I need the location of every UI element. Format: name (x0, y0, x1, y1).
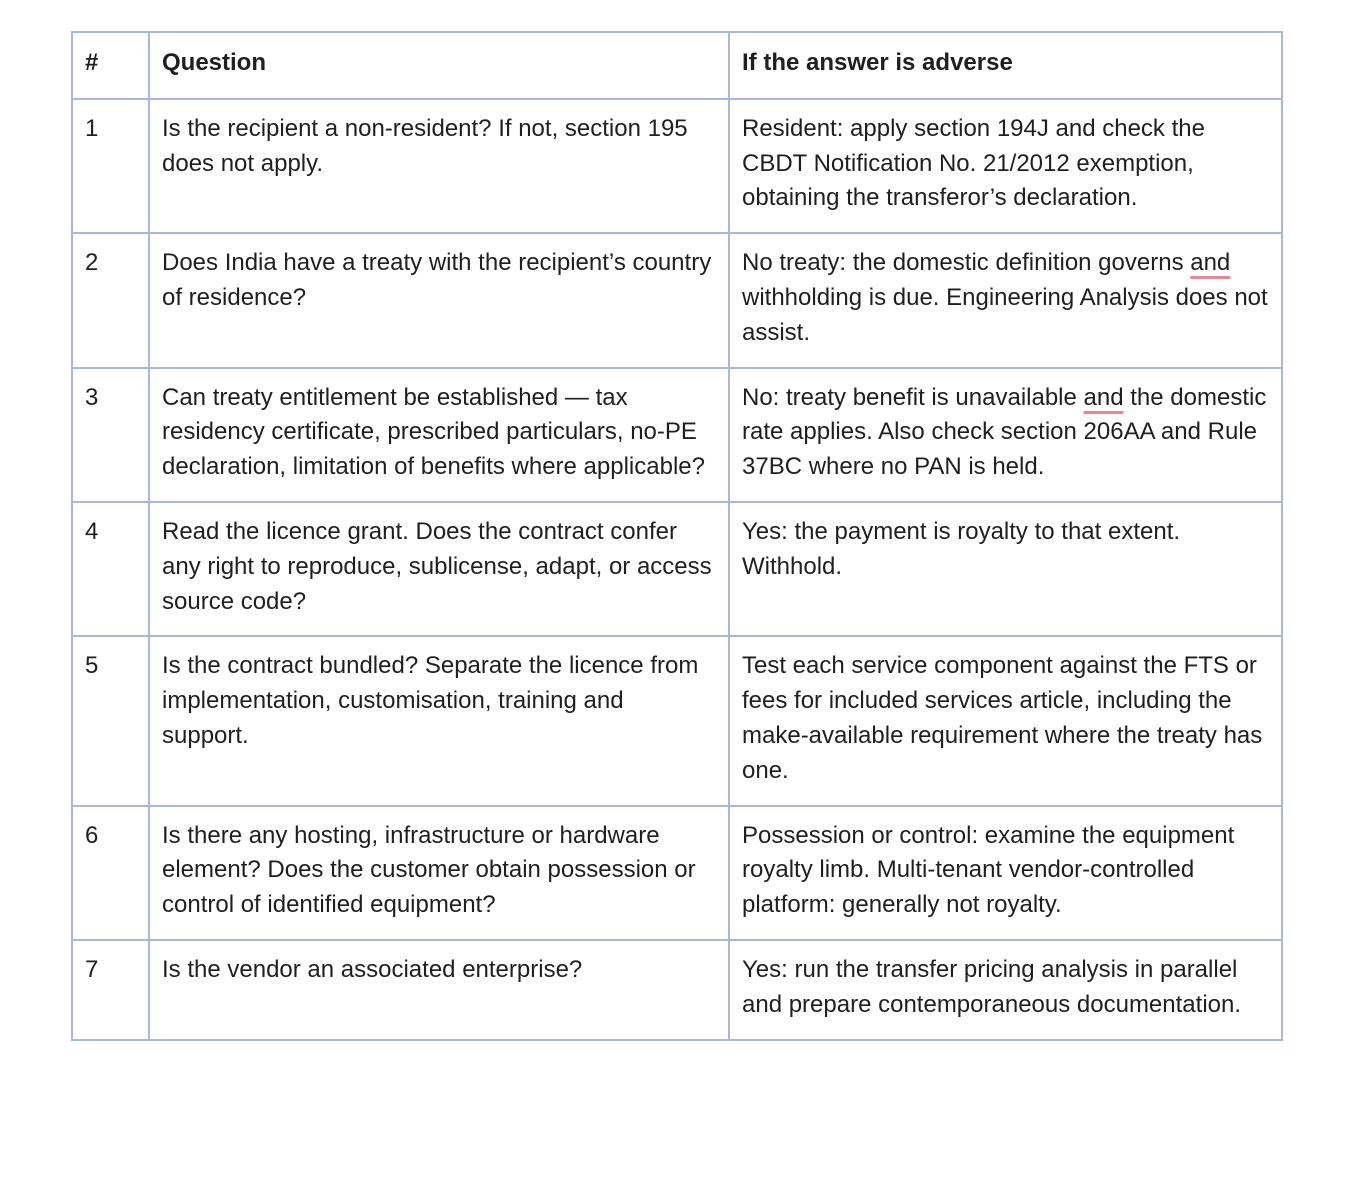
adverse-cell[interactable] (729, 233, 1282, 367)
adverse-cell[interactable]: Resident: apply section 194J and check the CBDT Notification No. 21/2012 exemption, obtaining the transferor’s declaration. (729, 99, 1282, 233)
adverse-cell[interactable] (729, 368, 1282, 502)
spellcheck-flagged-word[interactable]: and (1083, 383, 1124, 411)
header-question: Question (149, 32, 729, 99)
header-number: # (72, 32, 149, 99)
table-header-row (72, 32, 1282, 99)
table-row (72, 233, 1282, 367)
row-number: 3 (72, 368, 149, 502)
question-cell[interactable]: Does India have a treaty with the recipient’s country of residence? (149, 233, 729, 367)
adverse-cell[interactable]: Yes: run the transfer pricing analysis in parallel and prepare contemporaneous documentation. (729, 940, 1282, 1040)
table-row (72, 99, 1282, 233)
question-cell[interactable]: Is the contract bundled? Separate the licence from implementation, customisation, training and support. (149, 636, 729, 805)
question-cell[interactable]: Is the recipient a non-resident? If not, section 195 does not apply. (149, 99, 729, 233)
spellcheck-flagged-word[interactable]: and (1190, 249, 1231, 277)
table-row (72, 502, 1282, 636)
row-number: 1 (72, 99, 149, 233)
question-cell[interactable]: Read the licence grant. Does the contract confer any right to reproduce, sublicense, adapt, or access source code? (149, 502, 729, 636)
question-cell[interactable]: Is there any hosting, infrastructure or hardware element? Does the customer obtain possession or control of identified equipment? (149, 806, 729, 940)
adverse-cell[interactable]: Yes: the payment is royalty to that extent. Withhold. (729, 502, 1282, 636)
adverse-cell[interactable]: Test each service component against the FTS or fees for included services article, including the make-available requirement where the treaty has one. (729, 636, 1282, 805)
adverse-cell[interactable]: Possession or control: examine the equipment royalty limb. Multi-tenant vendor-controlled platform: generally not royalty. (729, 806, 1282, 940)
table-row (72, 940, 1282, 1040)
question-table (71, 31, 1283, 1041)
table-row (72, 368, 1282, 502)
question-cell[interactable]: Is the vendor an associated enterprise? (149, 940, 729, 1040)
adverse-text: No: treaty benefit is unavailable (742, 383, 1084, 411)
header-adverse: If the answer is adverse (729, 32, 1282, 99)
table-row (72, 636, 1282, 805)
row-number: 4 (72, 502, 149, 636)
row-number: 7 (72, 940, 149, 1040)
adverse-text: the domestic rate applies. Also check section 206AA and Rule 37BC where no PAN is held. (742, 383, 1267, 481)
table-row (72, 806, 1282, 940)
row-number: 5 (72, 636, 149, 805)
question-cell[interactable]: Can treaty entitlement be established — tax residency certificate, prescribed particulars, no-PE declaration, limitation of benefits where applicable? (149, 368, 729, 502)
row-number: 6 (72, 806, 149, 940)
row-number: 2 (72, 233, 149, 367)
adverse-text: No treaty: the domestic definition governs (742, 249, 1191, 277)
adverse-text: withholding is due. Engineering Analysis does not assist. (742, 283, 1268, 346)
